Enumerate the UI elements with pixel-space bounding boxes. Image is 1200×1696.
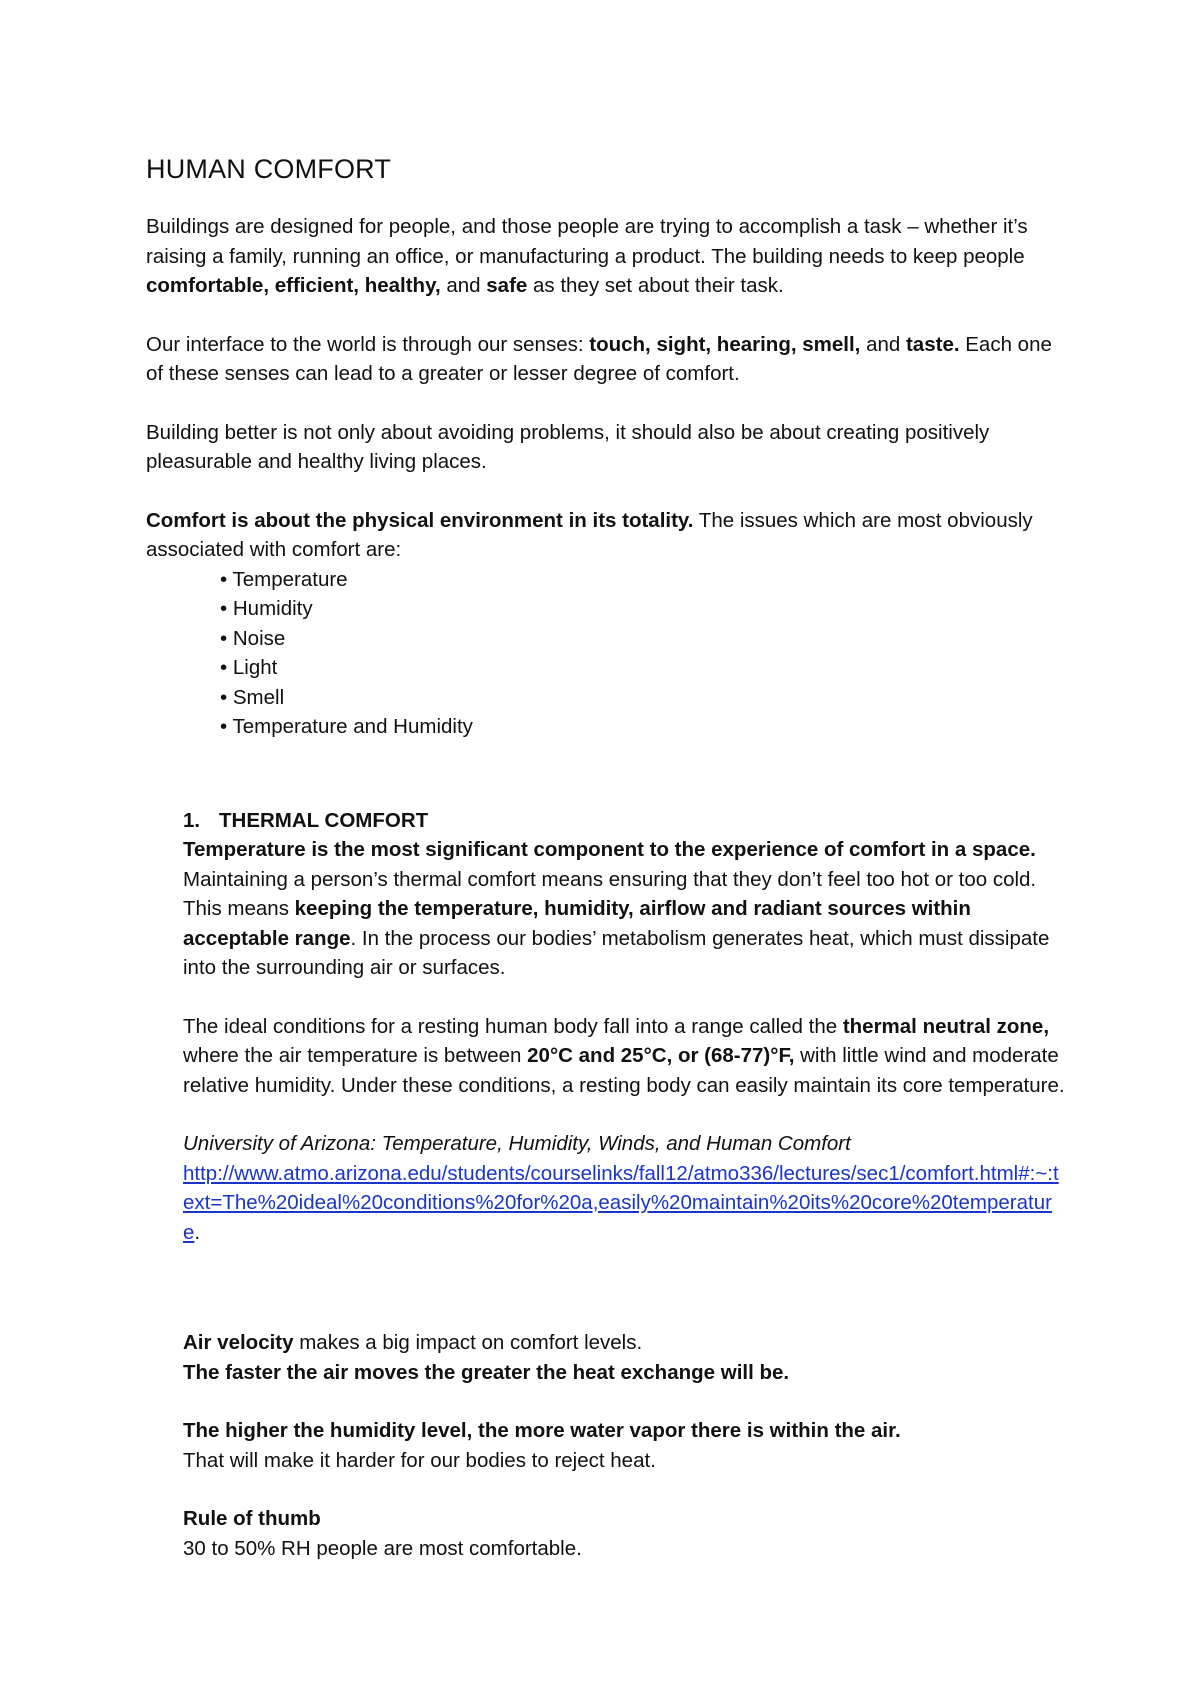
ideal-bold-temps: 20°C and 25°C, or (68-77)°F, — [527, 1044, 795, 1067]
issues-list — [146, 565, 1066, 742]
page-title: HUMAN COMFORT — [146, 154, 392, 184]
list-item: • Temperature — [220, 567, 348, 591]
section-title: THERMAL COMFORT — [219, 808, 429, 832]
senses-paragraph — [146, 330, 1066, 389]
citation-block — [183, 1129, 1066, 1247]
air-paragraph — [183, 1328, 1066, 1387]
air-text: makes a big impact on comfort levels. — [293, 1331, 643, 1354]
list-item: • Light — [220, 656, 278, 679]
comfort-paragraph — [146, 506, 1066, 565]
list-item: • Noise — [220, 626, 286, 650]
rule-text: 30 to 50% RH people are most comfortable. — [183, 1536, 582, 1560]
intro-text-end: as they set about their task. — [527, 274, 784, 297]
intro-bold-qualities: comfortable, efficient, healthy, — [146, 274, 441, 297]
ideal-text-end: with little wind and moderate relative humidity. Under these conditions, a resting body can easily maintain its core temperature. — [183, 1044, 1065, 1097]
thermal-text-end: . In the process our bodies’ metabolism generates heat, which must dissipate into the surrounding air or surfaces. — [183, 926, 1050, 979]
list-item: • Temperature and Humidity — [220, 715, 473, 738]
document-body — [146, 140, 1066, 1592]
citation-source: University of Arizona: Temperature, Humidity, Winds, and Human Comfort — [183, 1132, 851, 1155]
humidity-text: That will make it harder for our bodies to reject heat. — [183, 1448, 656, 1472]
comfort-bold-lead: Comfort is about the physical environment in its totality. — [146, 508, 694, 532]
thermal-bold-range: keeping the temperature, humidity, airflow and radiant sources within acceptable range — [183, 897, 971, 950]
section-thermal-comfort — [146, 806, 1066, 1564]
section-number: 1. — [183, 808, 201, 832]
senses-bold-taste: taste. — [905, 332, 960, 356]
citation-link[interactable]: http://www.atmo.arizona.edu/students/courselinks/fall12/atmo336/lectures/sec1/comfort.html#:~:text=The%20ideal%20conditions%20for%20a,easily%20maintain%20its%20core%20temperature — [183, 1161, 1059, 1244]
thermal-bold-lead: Temperature is the most significant component to the experience of comfort in a space. — [183, 838, 1036, 861]
rule-title: Rule of thumb — [183, 1507, 321, 1530]
humidity-bold-higher: The higher the humidity level, the more water vapor there is within the air. — [183, 1419, 901, 1442]
spacer — [183, 1276, 1066, 1328]
building-better-paragraph: Building better is not only about avoiding problems, it should also be about creating positively pleasurable and healthy living places. — [146, 420, 990, 473]
section-heading — [183, 806, 1066, 836]
comfort-text: The issues which are most obviously associated with comfort are: — [146, 508, 1033, 561]
thermal-paragraph — [183, 835, 1066, 983]
ideal-text-mid: where the air temperature is between — [183, 1044, 528, 1067]
thermal-text: Maintaining a person’s thermal comfort means ensuring that they don’t feel too hot or too cold. This means — [183, 867, 1037, 920]
senses-text: Our interface to the world is through our senses: — [146, 332, 590, 356]
humidity-paragraph — [183, 1416, 1066, 1475]
intro-text-and: and — [440, 274, 487, 297]
intro-text: Buildings are designed for people, and those people are trying to accomplish a task – whether it’s raising a family, running an office, or manufacturing a product. The building needs to keep people — [146, 215, 1028, 268]
list-item: • Smell — [220, 685, 285, 709]
air-bold-velocity: Air velocity — [183, 1331, 294, 1354]
senses-text-and: and — [860, 332, 906, 356]
list-item: • Humidity — [220, 597, 313, 620]
rule-paragraph — [183, 1504, 1066, 1563]
senses-text-end: Each one of these senses can lead to a greater or lesser degree of comfort. — [146, 332, 1052, 385]
air-bold-faster: The faster the air moves the greater the heat exchange will be. — [183, 1360, 790, 1384]
ideal-paragraph — [183, 1012, 1066, 1101]
ideal-bold-zone: thermal neutral zone, — [842, 1014, 1050, 1038]
intro-paragraph — [146, 212, 1066, 301]
intro-bold-safe: safe — [486, 274, 528, 297]
citation-period: . — [194, 1220, 201, 1244]
senses-bold-list: touch, sight, hearing, smell, — [589, 332, 861, 356]
ideal-text: The ideal conditions for a resting human body fall into a range called the — [183, 1014, 843, 1038]
